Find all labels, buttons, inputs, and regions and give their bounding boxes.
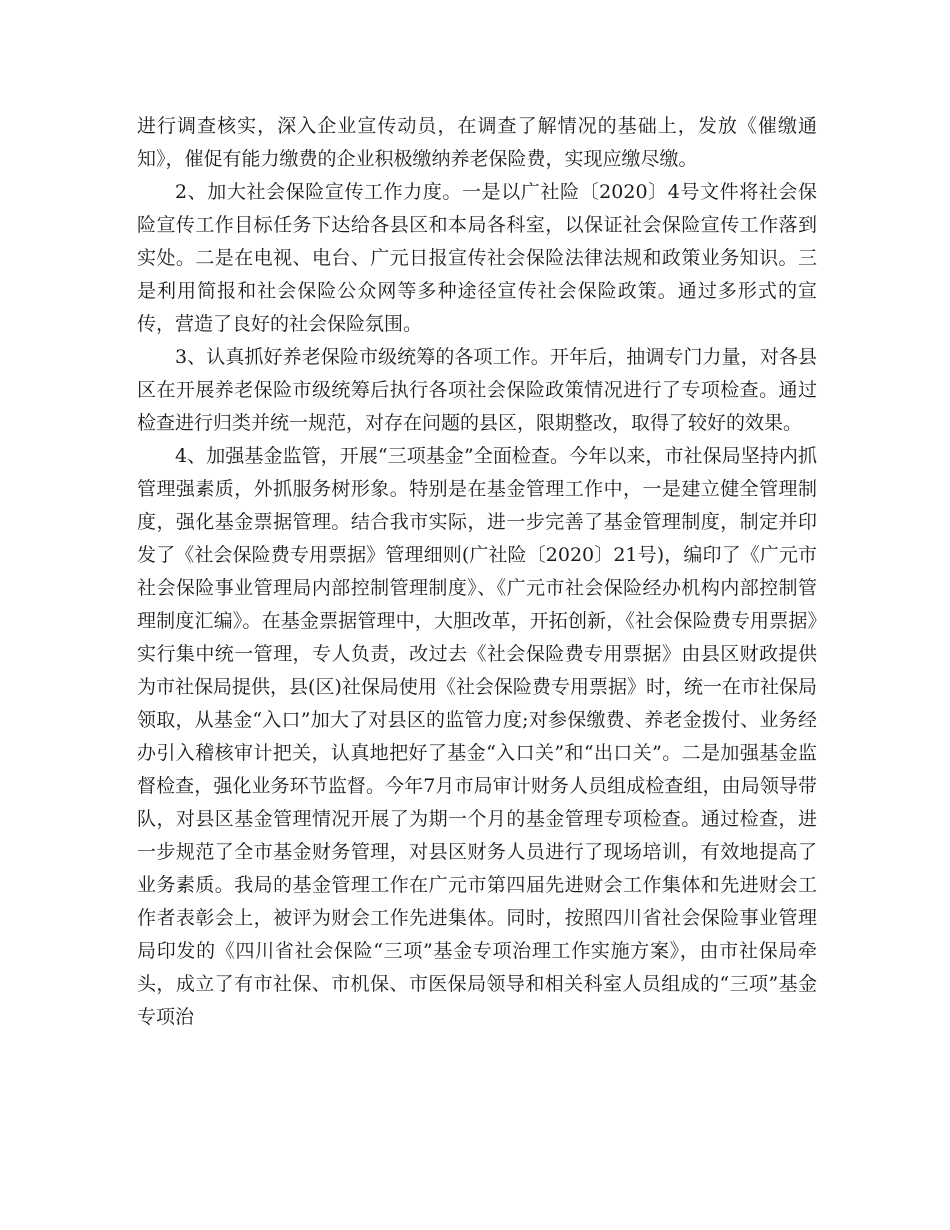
paragraph-item-2: 2、加大社会保险宣传工作力度。一是以广社险〔2020〕4号文件将社会保险宣传工作目标任务下达给各县区和本局各科室，以保证社会保险宣传工作落到实处。二是在电视、电台、广元日报宣传社会保险法律法规和政策业务知识。三是利用简报和社会保险公众网等多种途径宣传社会保险政策。通过多形式的宣传，营造了良好的社会保险氛围。 [137,181,817,335]
paragraph-item-3: 3、认真抓好养老保险市级统筹的各项工作。开年后，抽调专门力量，对各县区在开展养老保险市级统筹后执行各项社会保险政策情况进行了专项检查。通过检查进行归类并统一规范，对存在问题的县区，限期整改，取得了较好的效果。 [137,346,817,434]
document-body [137,110,817,1034]
paragraph-continuation: 进行调查核实，深入企业宣传动员，在调查了解情况的基础上，发放《催缴通知》，催促有能力缴费的企业积极缴纳养老保险费，实现应缴尽缴。 [137,115,817,170]
paragraph-item-4: 4、加强基金监管，开展“三项基金”全面检查。今年以来，市社保局坚持内抓管理强素质，外抓服务树形象。特别是在基金管理工作中，一是建立健全管理制度，强化基金票据管理。结合我市实际，进一步完善了基金管理制度，制定并印发了《社会保险费专用票据》管理细则(广社险〔2020〕21号)，编印了《广元市社会保险事业管理局内部控制管理制度》、《广元市社会保险经办机构内部控制管理制度汇编》。在基金票据管理中，大胆改革，开拓创新，《社会保险费专用票据》实行集中统一管理，专人负责，改过去《社会保险费专用票据》由县区财政提供为市社保局提供，县(区)社保局使用《社会保险费专用票据》时，统一在市社保局领取，从基金“入口”加大了对县区的监管力度;对参保缴费、养老金拨付、业务经办引入稽核审计把关，认真地把好了基金“入口关”和“出口关”。二是加强基金监督检查，强化业务环节监督。今年7月市局审计财务人员组成检查组，由局领导带队，对县区基金管理情况开展了为期一个月的基金管理专项检查。通过检查，进一步规范了全市基金财务管理，对县区财务人员进行了现场培训，有效地提高了业务素质。我局的基金管理工作在广元市第四届先进财会工作集体和先进财会工作者表彰会上，被评为财会工作先进集体。同时，按照四川省社会保险事业管理局印发的《四川省社会保险“三项”基金专项治理工作实施方案》，由市社保局牵头，成立了有市社保、市机保、市医保局领导和相关科室人员组成的“三项”基金专项治 [137,445,817,1028]
